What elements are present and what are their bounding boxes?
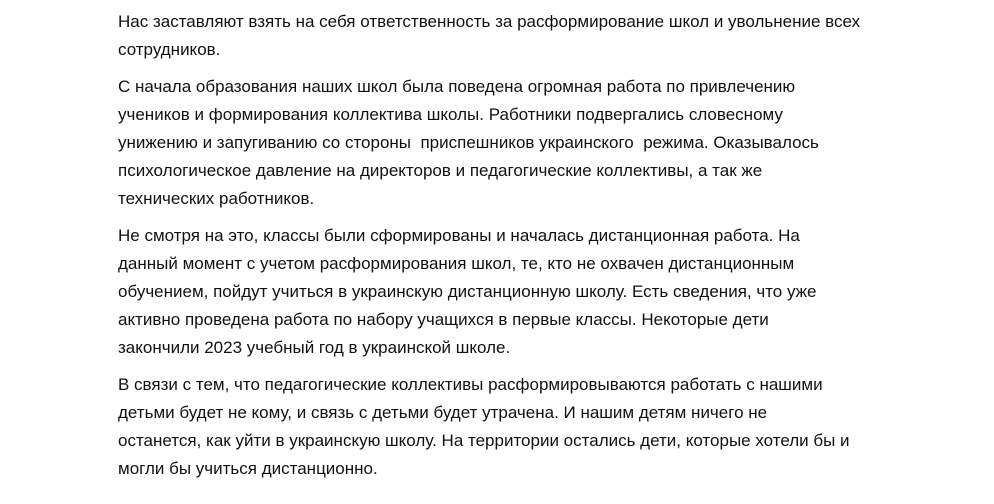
text-line: останется, как уйти в украинскую школу. На территории остались дети, которые хотели бы и: [118, 431, 850, 450]
text-line: учеников и формирования коллектива школы. Работники подвергались словесному: [118, 105, 783, 124]
text-line: унижению и запугиванию со стороны приспешников украинского режима. Оказывалось: [118, 133, 819, 152]
text-line: могли бы учиться дистанционно.: [118, 459, 378, 478]
text-line: технических работников.: [118, 189, 315, 208]
document-body: [118, 8, 918, 492]
text-line: В связи с тем, что педагогические коллективы расформировываются работать с нашими: [118, 375, 823, 394]
text-line: закончили 2023 учебный год в украинской школе.: [118, 338, 511, 357]
text-line: сотрудников.: [118, 40, 221, 59]
paragraph-3: [118, 222, 918, 362]
text-line: данный момент с учетом расформирования школ, те, кто не охвачен дистанционным: [118, 254, 795, 273]
text-line: психологическое давление на директоров и педагогические коллективы, а так же: [118, 161, 763, 180]
text-line: детьми будет не кому, и связь с детьми будет утрачена. И нашим детям ничего не: [118, 403, 768, 422]
paragraph-1: [118, 8, 918, 64]
text-line: С начала образования наших школ была поведена огромная работа по привлечению: [118, 77, 796, 96]
text-line: Нас заставляют взять на себя ответственность за расформирование школ и увольнение всех: [118, 12, 861, 31]
paragraph-2: [118, 73, 918, 213]
text-line: обучением, пойдут учиться в украинскую дистанционную школу. Есть сведения, что уже: [118, 282, 817, 301]
text-line: активно проведена работа по набору учащихся в первые классы. Некоторые дети: [118, 310, 769, 329]
text-line: Не смотря на это, классы были сформированы и началась дистанционная работа. На: [118, 226, 800, 245]
paragraph-4: [118, 371, 918, 483]
